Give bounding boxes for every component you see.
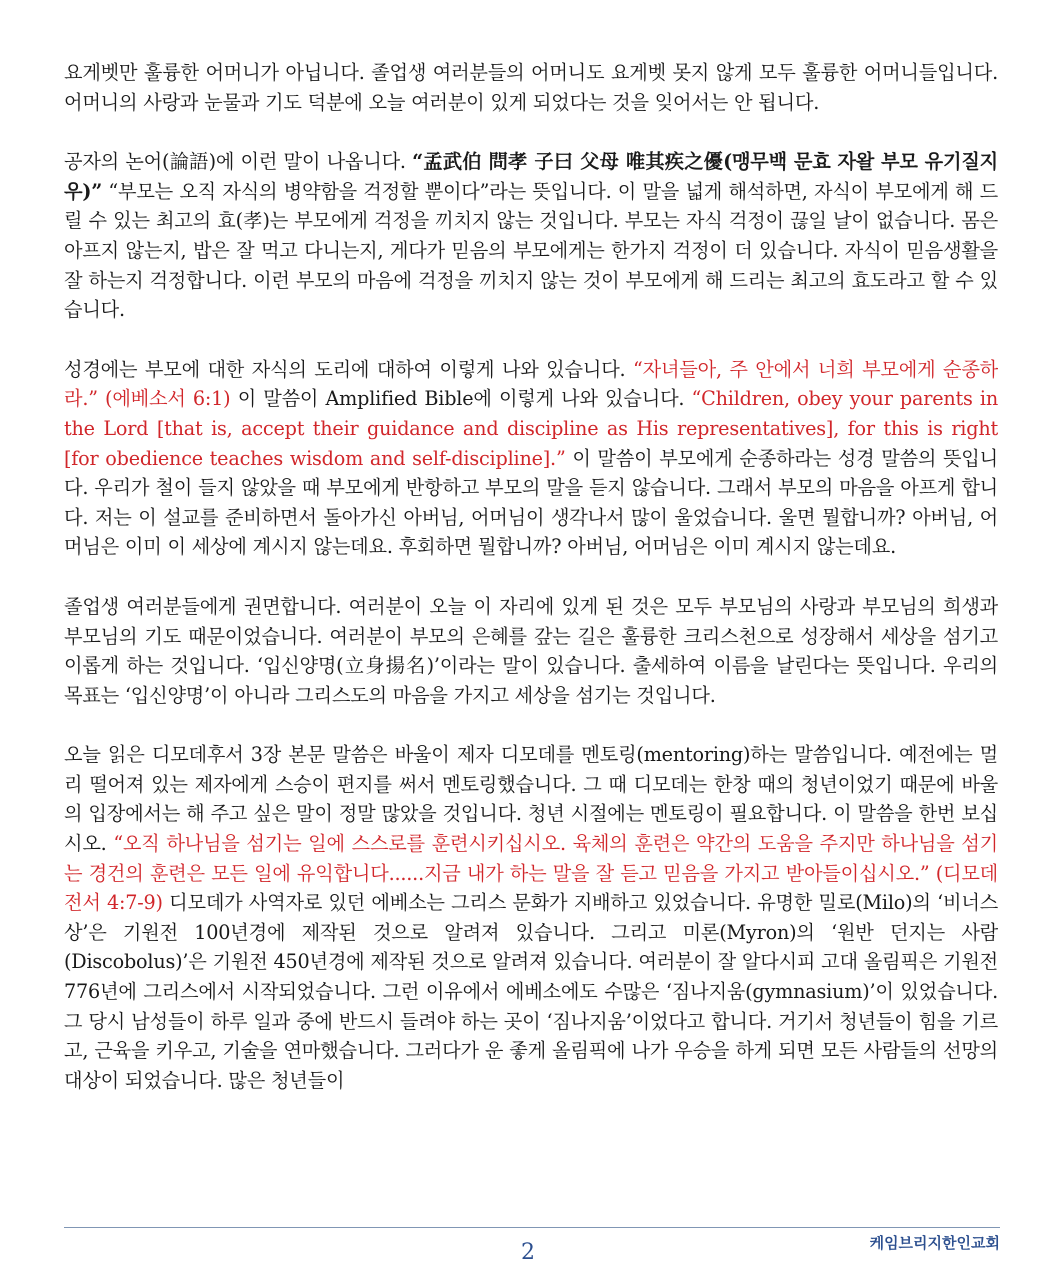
paragraph-text: 이 말씀이 부모에게 순종하라는 성경 말씀의 뜻입니다. 우리가 철이 들지 않았을 때 부모에게 반항하고 부모의 말을 듣지 않습니다. 그래서 부모의 마음을 아프게 합니다. 저는 이 설교를 준비하면서 돌아가신 아버님, 어머님이 생각나서 많이 울었습니다. 울면 뭘합니까? 아버님, 어머님은 이미 이 세상에 계시지 않는데요. 후회하면 뭘합니까? 아버님, 어머님은 이미 계시지 않는데요. — [64, 446, 998, 559]
paragraph-text: 성경에는 부모에 대한 자식의 도리에 대하여 이렇게 나와 있습니다. — [64, 357, 633, 381]
church-name: 케임브리지한인교회 — [869, 1234, 1000, 1252]
paragraph-graduates-exhortation — [64, 592, 998, 710]
sermon-body — [64, 58, 998, 1125]
scripture-quote-timothy: “오직 하나님을 섬기는 일에 스스로를 훈련시키십시오. 육체의 훈련은 약간의 도움을 주지만 하나님을 섬기는 경건의 훈련은 모든 일에 유익합니다......지금 내가 하는 말을 잘 듣고 믿음을 가지고 받아들이십시오.” (디모데전서 4:7-9) — [64, 832, 999, 915]
footer-divider — [64, 1227, 1000, 1228]
paragraph-text: 졸업생 여러분들에게 권면합니다. 여러분이 오늘 이 자리에 있게 된 것은 모두 부모님의 사랑과 부모님의 희생과 부모님의 기도 때문이었습니다. 여러분이 부모의 은혜를 갚는 길은 훌륭한 크리스천으로 성장해서 세상을 섬기고 이롭게 하는 것입니다. ‘입신양명(立身揚名)’이라는 말이 있습니다. 출세하여 이름을 날린다는 뜻입니다. 우리의 목표는 ‘입신양명’이 아니라 그리스도의 마음을 가지고 세상을 섬기는 것입니다. — [64, 594, 998, 707]
paragraph-jochebed-mothers — [64, 58, 998, 117]
paragraph-confucius-analects — [64, 147, 998, 325]
paragraph-text: 요게벳만 훌륭한 어머니가 아닙니다. 졸업생 여러분들의 어머니도 요게벳 못지 않게 모두 훌륭한 어머니들입니다. 어머니의 사랑과 눈물과 기도 덕분에 오늘 여러분이 있게 되었다는 것을 잊어서는 안 됩니다. — [64, 61, 998, 114]
paragraph-ephesians — [64, 355, 998, 562]
paragraph-text: “부모는 오직 자식의 병약함을 걱정할 뿐이다”라는 뜻입니다. 이 말을 넓게 해석하면, 자식이 부모에게 해 드릴 수 있는 최고의 효(孝)는 부모에게 걱정을 끼치지 않는 것입니다. 부모는 자식 걱정이 끊일 날이 없습니다. 몸은 아프지 않는지, 밥은 잘 먹고 다니는지, 게다가 믿음의 부모에게는 한가지 걱정이 더 있습니다. 자식이 믿음생활을 잘 하는지 걱정합니다. 이런 부모의 마음에 걱정을 끼치지 않는 것이 부모에게 해 드리는 최고의 효도라고 할 수 있습니다. — [64, 179, 998, 322]
scripture-quote-ephesians: “자녀들아, 주 안에서 너희 부모에게 순종하라.” (에베소서 6:1) — [64, 357, 999, 411]
page-number: 2 — [521, 1240, 535, 1265]
paragraph-text: 디모데가 사역자로 있던 에베소는 그리스 문화가 지배하고 있었습니다. 유명한 밀로(Milo)의 ‘비너스상’은 기원전 100년경에 제작된 것으로 알려져 있습니다. 그리고 미론(Myron)의 ‘원반 던지는 사람(Discobolus)’은 기원전 450년경에 제작된 것으로 알려져 있습니다. 여러분이 잘 알다시피 고대 올림픽은 기원전 776년에 그리스에서 시작되었습니다. 그런 이유에서 에베소에도 수많은 ‘짐나지움(gymnasium)’이 있었습니다. 그 당시 남성들이 하루 일과 중에 반드시 들려야 하는 곳이 ‘짐나지움’이었다고 합니다. 거기서 청년들이 힘을 기르고, 근육을 키우고, 기술을 연마했습니다. 그러다가 운 좋게 올림픽에 나가 우승을 하게 되면 모든 사람들의 선망의 대상이 되었습니다. 많은 청년들이 — [64, 891, 998, 1092]
paragraph-timothy-mentoring — [64, 740, 998, 1095]
scripture-quote-amplified: “Children, obey your parents in the Lord [that is, accept their guidance and discipline as His representatives], for this is right [for obedience teaches wisdom and self-discipline].” — [64, 387, 998, 470]
paragraph-text: 이 말씀이 Amplified Bible에 이렇게 나와 있습니다. — [230, 387, 692, 411]
paragraph-text: 공자의 논어(論語)에 이런 말이 나옵니다. — [64, 150, 413, 174]
paragraph-text: 오늘 읽은 디모데후서 3장 본문 말씀은 바울이 제자 디모데를 멘토링(mentoring)하는 말씀입니다. 예전에는 멀리 떨어져 있는 제자에게 스승이 편지를 써서 멘토링했습니다. 그 때 디모데는 한창 때의 청년이었기 때문에 바울의 입장에서는 해 주고 싶은 말이 정말 많았을 것입니다. 청년 시절에는 멘토링이 필요합니다. 이 말씀을 한번 보십시오. — [64, 743, 998, 856]
analects-quote: “孟武伯 問孝 子曰 父母 唯其疾之優(맹무백 문효 자왈 부모 유기질지우)” — [64, 150, 998, 203]
